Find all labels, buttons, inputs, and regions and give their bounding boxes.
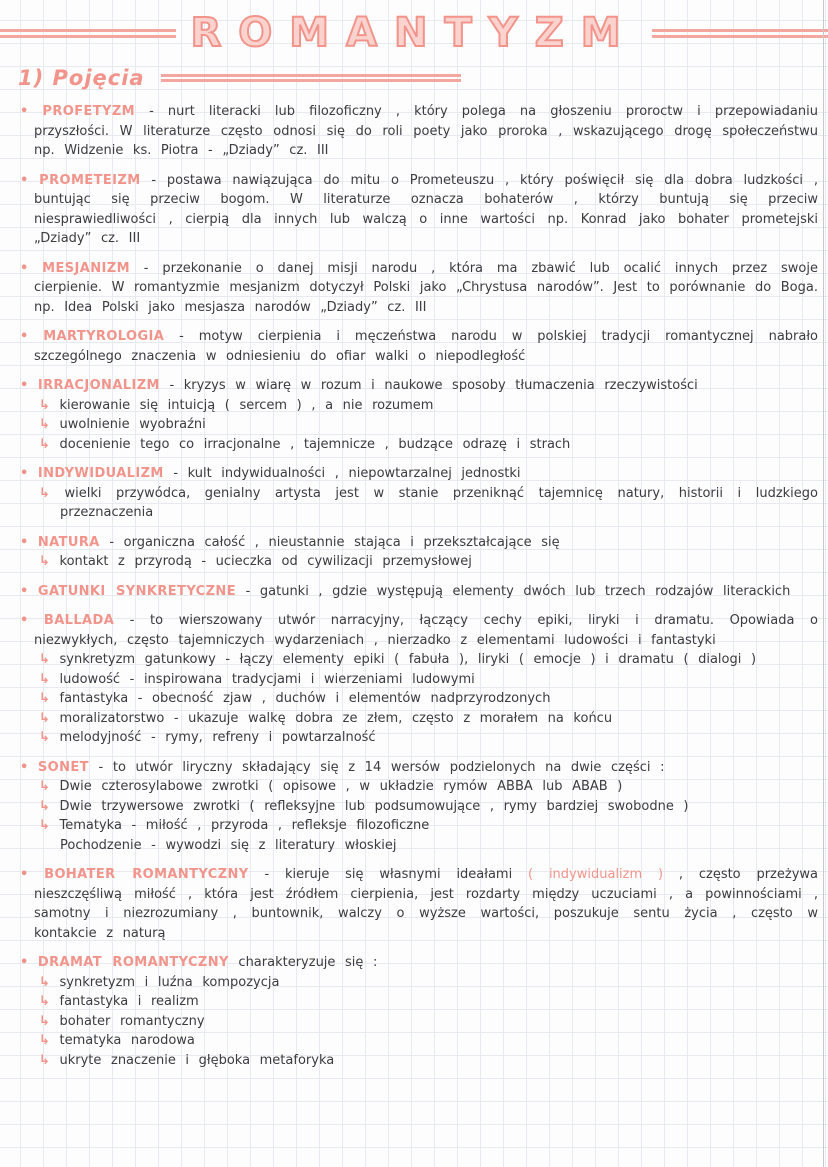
subitem-text: kierowanie się intuicją ( sercem ) , a nie rozumem (59, 397, 434, 413)
entry-martyrologia (20, 327, 818, 366)
definition-line (20, 611, 818, 650)
subitem (20, 797, 818, 817)
definition-line (20, 758, 818, 778)
definition-body: postawa nawiązująca do mitu o Prometeuszu , który poświęcił się dla dobra ludzkości , buntując się przeciw bogom. W literaturze oznacza bohaterów , którzy buntują się przeciw niesprawiedliwości , cierpią dla innych lub walczą o inne wartości np. Konrad jako bohater prometejski „Dziady” cz. III (34, 172, 818, 246)
bullet-icon: • (20, 955, 29, 970)
entry-gatunki-synkretyczne (20, 582, 818, 602)
subitem-text: kontakt z przyrodą - ucieczka od cywilizacji przemysłowej (59, 554, 472, 569)
subitem-text: Tematyka - miłość , przyroda , refleksje filozoficzne (59, 818, 430, 833)
term-label: SONET (37, 759, 89, 775)
section-row (0, 54, 828, 94)
bullet-icon: • (20, 378, 29, 393)
entry-ballada (20, 611, 818, 748)
title-rule-left (0, 29, 176, 38)
subitem-text: moralizatorstwo - ukazuje walkę dobra ze złem, często z morałem na końcu (59, 710, 613, 726)
definition-line (20, 533, 818, 553)
entry-sonet (20, 758, 818, 856)
arrow-icon: ↳ (39, 818, 50, 833)
term-label: MARTYROLOGIA (43, 329, 165, 344)
subitem (20, 1012, 818, 1032)
page-title: ROMANTYZM (190, 10, 638, 56)
arrow-icon: ↳ (39, 485, 50, 501)
arrow-icon: ↳ (39, 974, 50, 990)
subitem (20, 435, 818, 455)
definition-body: to wierszowany utwór narracyjny, łączący cechy epiki, liryki i dramatu. Opowiada o niezwykłych, często tajemniczych wydarzeniach , nierzadko z elementami ludowości i fantastyki (34, 613, 818, 648)
entry-dramat-romantyczny (20, 953, 818, 1070)
definition-line (20, 582, 818, 602)
subitem (20, 552, 818, 572)
definition-body: nurt literacki lub filozoficzny , który polega na głoszeniu proroctw i przepowiadaniu przyszłości. W literaturze często odnosi się do roli poety jako proroka , wskazującego drogę społeczeństwu np. Widzenie ks. Piotra - „Dziady” cz. III (34, 104, 818, 158)
term-label: MESJANIZM (42, 260, 130, 276)
bullet-icon: • (20, 329, 29, 344)
arrow-icon: ↳ (39, 710, 50, 726)
bullet-icon: • (20, 104, 29, 119)
arrow-icon: ↳ (39, 994, 50, 1009)
term-separator: - (248, 867, 285, 882)
definition-body: kryzys w wiarę w rozum i naukowe sposoby tłumaczenia rzeczywistości (183, 378, 698, 393)
subitem (20, 728, 818, 748)
bullet-icon: • (20, 534, 29, 550)
arrow-icon: ↳ (39, 554, 50, 569)
definition-line (20, 865, 818, 943)
term-separator: - (129, 260, 163, 276)
subitem-text: uwolnienie wyobraźni (59, 417, 206, 432)
term-label: PROMETEIZM (39, 172, 141, 188)
subitem-text: ukryte znaczenie i głęboka metaforyka (59, 1052, 335, 1068)
term-label: GATUNKI SYNKRETYCZNE (37, 583, 236, 599)
subitem-text: bohater romantyczny (59, 1013, 205, 1029)
term-label: BALLADA (43, 613, 115, 628)
entry-irracjonalizm (20, 376, 818, 454)
term-separator: - (159, 378, 184, 393)
term-separator: - (135, 104, 168, 119)
bullet-icon: • (20, 613, 29, 628)
term-label: PROFETYZM (42, 104, 136, 119)
term-separator (229, 955, 239, 970)
subitem (20, 484, 818, 523)
term-label: BOHATER ROMANTYCZNY (44, 867, 249, 882)
arrow-icon: ↳ (39, 417, 50, 432)
arrow-icon: ↳ (39, 1052, 50, 1068)
subitem-text: fantastyka - obecność zjaw , duchów i elementów nadprzyrodzonych (59, 691, 551, 706)
definition-body: organiczna całość , nieustannie stająca i przekształcające się (123, 534, 560, 550)
subitem-text: synkretyzm gatunkowy - łączy elementy epiki ( fabuła ), liryki ( emocje ) i dramatu ( dialogi ) (59, 652, 757, 667)
definition-body: przekonanie o danej misji narodu , która ma zbawić lub ocalić innych przez swoje cierpienie. W romantyzmie mesjanizm dotyczył Polski jako „Chrystusa narodów”. Jest to porównanie do Boga. np. Idea Polski jako mesjasza narodów „Dziady” cz. III (34, 260, 818, 315)
subitem (20, 415, 818, 435)
term-label: INDYWIDUALIZM (37, 466, 164, 481)
arrow-icon: ↳ (39, 436, 50, 452)
term-separator: - (99, 534, 124, 550)
definition-body: kieruje się własnymi ideałami (284, 867, 529, 882)
definition-body: to utwór liryczny składający się z 14 wersów podzielonych na dwie części : (112, 759, 665, 775)
subitem (20, 670, 818, 690)
term-separator: - (114, 613, 151, 628)
bullet-icon: • (20, 260, 29, 276)
term-separator: - (163, 466, 188, 481)
subitem (20, 396, 818, 416)
arrow-icon: ↳ (39, 779, 50, 794)
arrow-icon: ↳ (39, 1033, 50, 1048)
definition-body: charakteryzuje się : (238, 955, 378, 970)
definition-line (20, 327, 818, 366)
subitem-text: Dwie trzywersowe zwrotki ( refleksyjne lub podsumowujące , rymy bardziej swobodne ) (59, 798, 689, 814)
title-rule-right (652, 29, 828, 38)
entry-indywidualizm (20, 464, 818, 523)
subitem (20, 992, 818, 1012)
note-line (20, 836, 818, 856)
subitem (20, 689, 818, 709)
definition-line (20, 953, 818, 973)
arrow-icon: ↳ (39, 652, 50, 667)
term-separator: - (140, 172, 167, 188)
definition-line (20, 376, 818, 396)
term-label: IRRACJONALIZM (37, 378, 160, 393)
subitem (20, 1051, 818, 1071)
entry-profetyzm (20, 102, 818, 161)
arrow-icon: ↳ (39, 397, 50, 413)
subitem-text: melodyjność - rymy, refreny i powtarzalność (59, 730, 376, 745)
subitem (20, 816, 818, 836)
definition-line (20, 464, 818, 484)
note-text: Pochodzenie - wywodzi się z literatury włoskiej (60, 837, 397, 853)
term-separator: - (236, 583, 260, 599)
subitem-text: tematyka narodowa (59, 1033, 195, 1048)
arrow-icon: ↳ (39, 798, 50, 814)
subitem (20, 777, 818, 797)
section-rule (161, 74, 461, 82)
arrow-icon: ↳ (39, 691, 50, 706)
subitem-text: wielki przywódca, genialny artysta jest w stanie przeniknąć tajemnicę natury, historii i ludzkiego przeznaczenia (60, 485, 818, 520)
section-heading: 1) Pojęcia (18, 66, 145, 90)
subitem-text: synkretyzm i luźna kompozycja (59, 974, 280, 990)
definition-line (20, 259, 818, 318)
bullet-icon: • (20, 759, 29, 775)
term-separator: - (88, 759, 113, 775)
definition-body: , często przeżywa nieszczęśliwą miłość , która jest źródłem cierpienia, jest rozdarty między uczuciami , a powinnościami , samotny i niezrozumiany , buntownik, walczy o wyższe wartości, poszukuje sentu życia , często w kontakcie z naturą (34, 867, 818, 941)
subitem-text: docenienie tego co irracjonalne , tajemnicze , budzące odrazę i strach (59, 436, 571, 452)
subitem (20, 709, 818, 729)
bullet-icon: • (20, 867, 29, 882)
arrow-icon: ↳ (39, 1013, 50, 1029)
subitem-text: ludowość - inspirowana tradycjami i wierzeniami ludowymi (59, 671, 475, 687)
subitem (20, 973, 818, 993)
title-row (0, 0, 828, 54)
definition-body: motyw cierpienia i męczeństwa narodu w polskiej tradycji romantycznej nabrało szczególnego znaczenia w odniesieniu do ofiar walki o niepodległość (34, 329, 818, 364)
term-label: DRAMAT ROMANTYCZNY (37, 955, 229, 970)
arrow-icon: ↳ (39, 730, 50, 745)
definition-body: gatunki , gdzie występują elementy dwóch lub trzech rodzajów literackich (259, 583, 791, 599)
definition-line (20, 171, 818, 249)
bullet-icon: • (20, 466, 29, 481)
bullet-icon: • (20, 583, 29, 599)
entry-bohater-romantyczny (20, 865, 818, 943)
accent-text: ( indywidualizm ) (528, 867, 664, 882)
notes-content (0, 94, 828, 1070)
subitem-text: Dwie czterosylabowe zwrotki ( opisowe , w układzie rymów ABBA lub ABAB ) (59, 779, 623, 794)
entry-mesjanizm (20, 259, 818, 318)
subitem-text: fantastyka i realizm (59, 994, 199, 1009)
definition-body: kult indywidualności , niepowtarzalnej jednostki (187, 466, 521, 481)
bullet-icon: • (20, 172, 29, 188)
term-label: NATURA (37, 534, 100, 550)
entry-natura (20, 533, 818, 572)
definition-line (20, 102, 818, 161)
entry-prometeizm (20, 171, 818, 249)
term-separator: - (164, 329, 199, 344)
arrow-icon: ↳ (39, 671, 50, 687)
subitem (20, 1031, 818, 1051)
subitem (20, 650, 818, 670)
